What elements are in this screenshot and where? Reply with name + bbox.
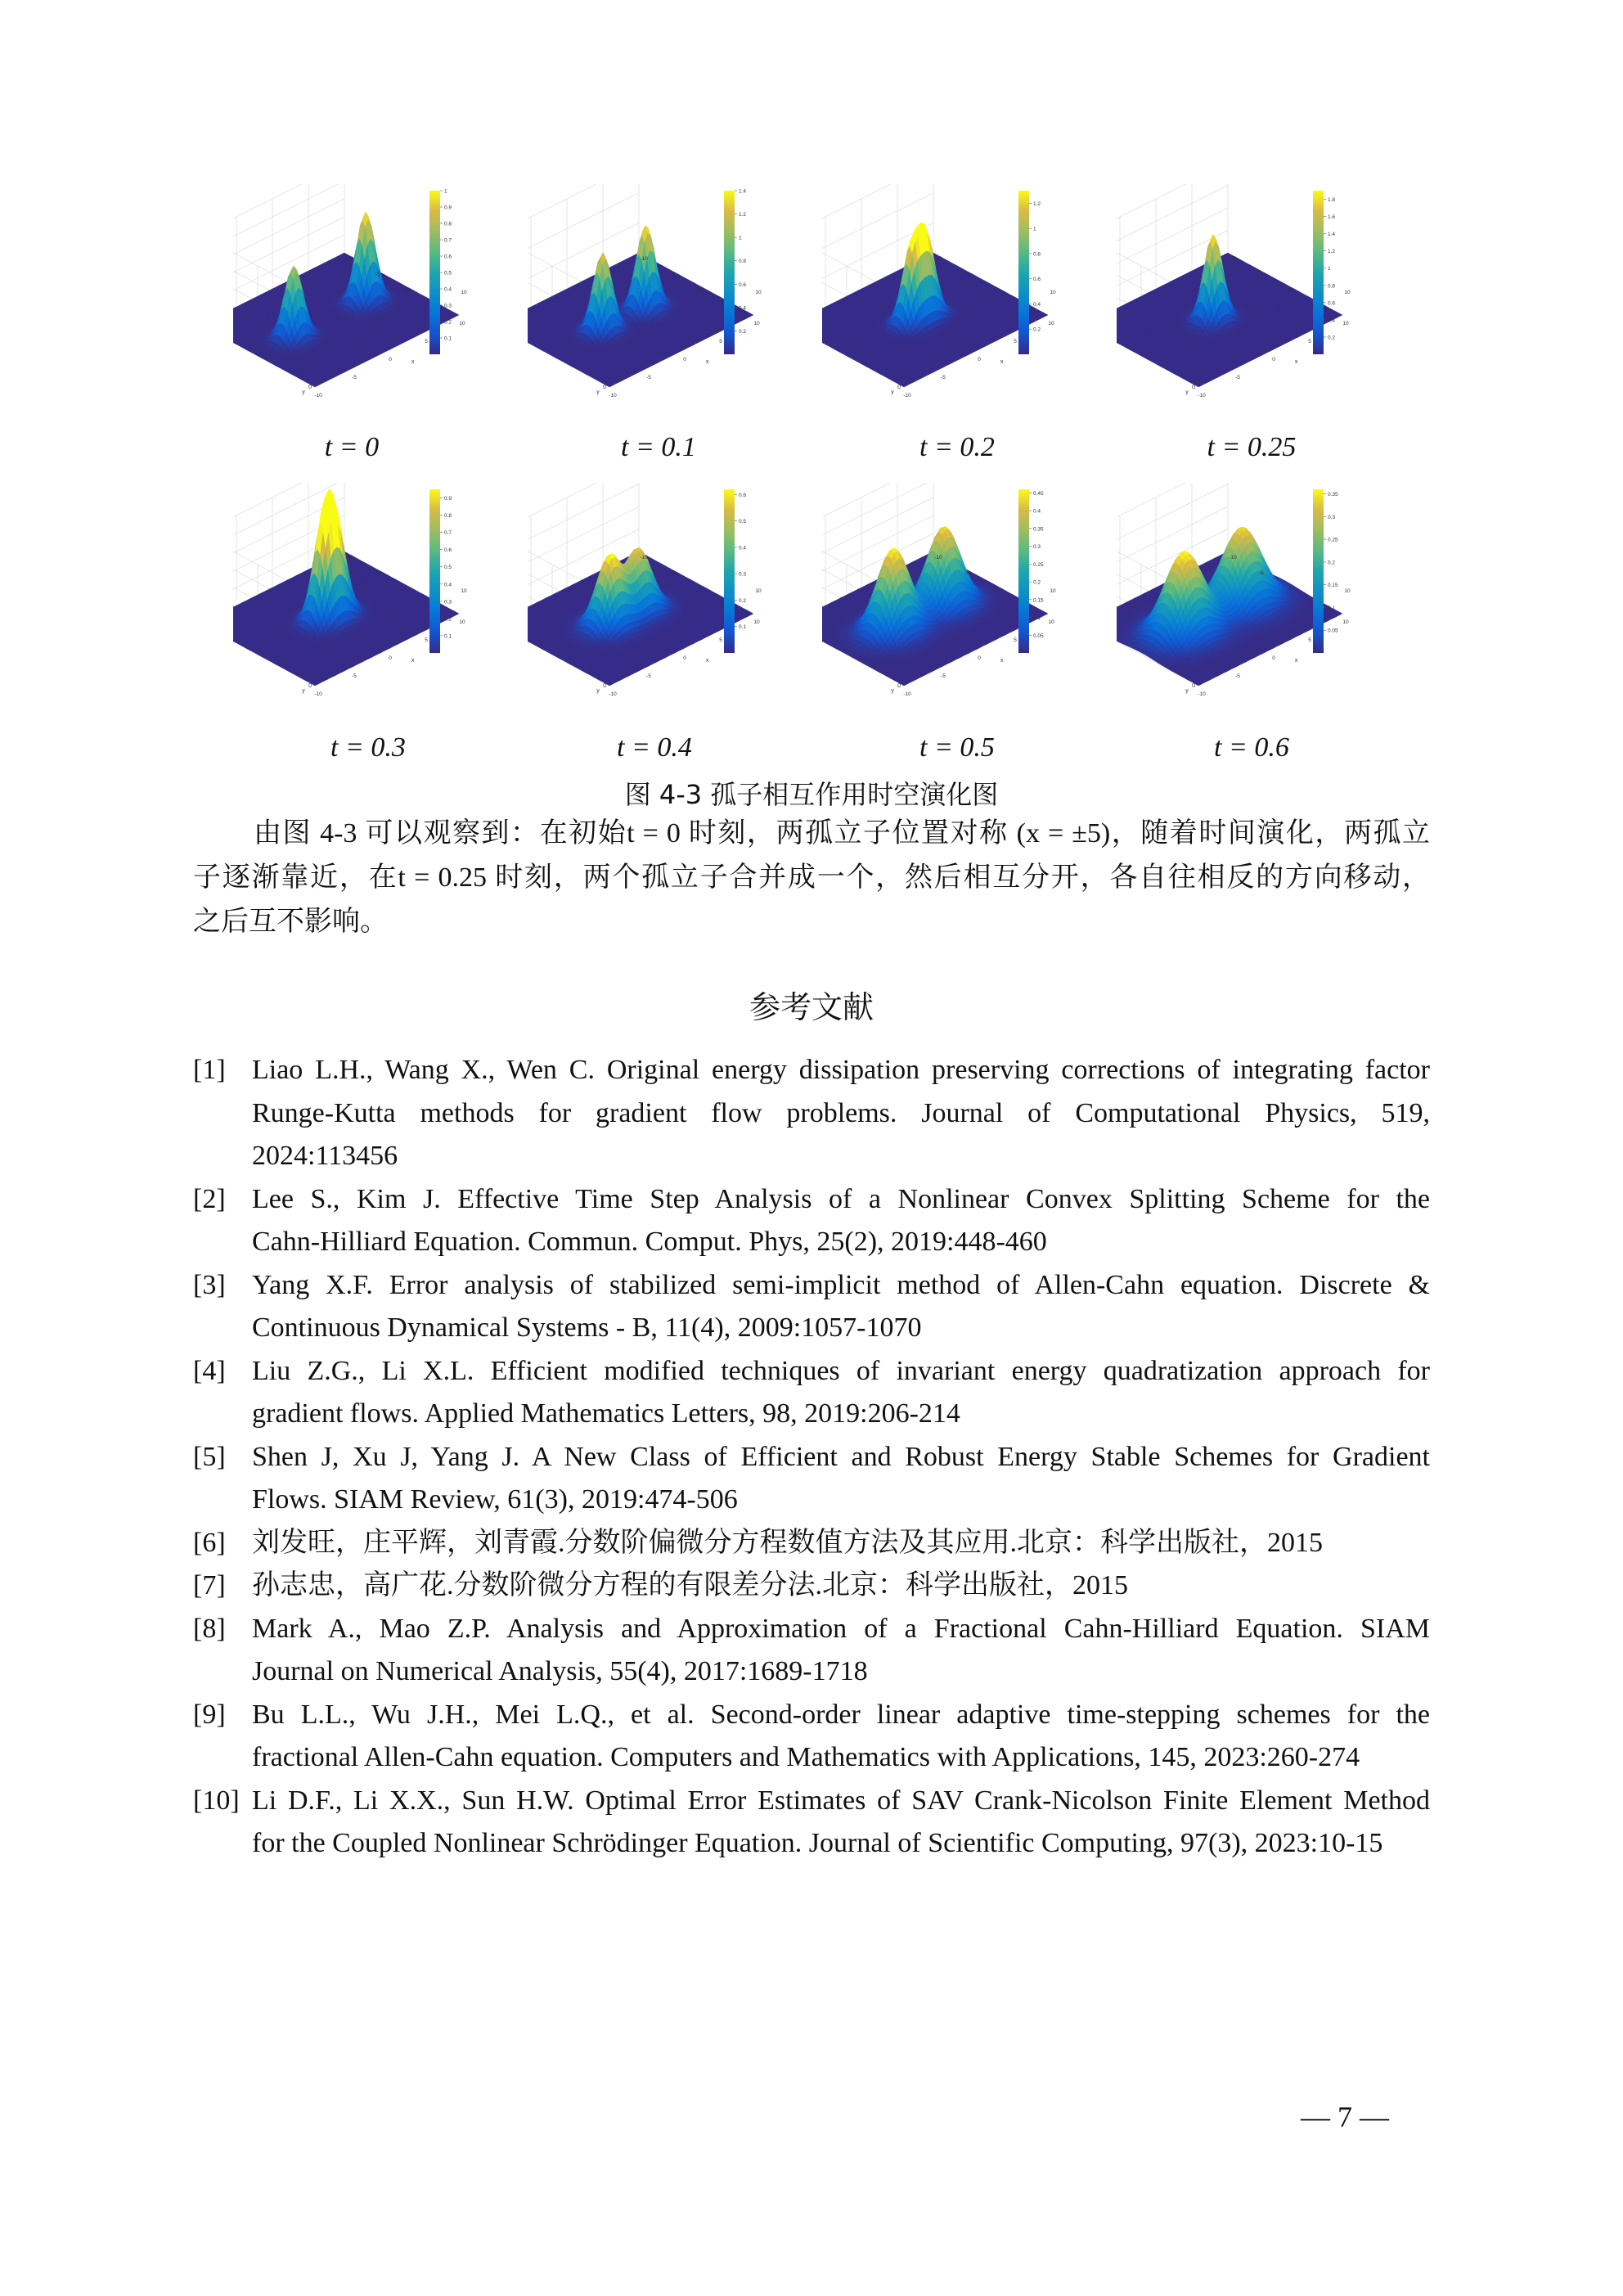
- paragraph-line-3: 之后互不影响。: [193, 907, 388, 937]
- reference-text-line: 2024:113456: [252, 1141, 398, 1171]
- surface-plot-6: [528, 483, 765, 704]
- colorbar-tick-label: 1: [444, 188, 447, 195]
- y-tick-label: -10: [934, 555, 942, 560]
- x-axis-label: x: [411, 359, 415, 366]
- reference-text-line: Liao L.H., Wang X., Wen C. Original energy dissipation preserving corrections of integrating factor: [252, 1055, 1430, 1085]
- reference-item: [193, 1178, 1430, 1264]
- x-tick-label: 5: [1308, 339, 1311, 344]
- colorbar-tick-label: 0.7: [444, 530, 452, 537]
- colorbar-tick-label: 1.4: [1328, 232, 1336, 238]
- colorbar-tick-label: 0.1: [1328, 605, 1336, 611]
- reference-item: [193, 1049, 1430, 1178]
- colorbar-tick-label: 0.2: [1328, 560, 1336, 566]
- reference-text-line: Continuous Dynamical Systems - B, 11(4), 2009:1057-1070: [252, 1312, 922, 1343]
- y-tick-label: -5: [964, 272, 969, 277]
- x-tick-label: -5: [1235, 375, 1240, 380]
- colorbar-tick-label: 0.3: [444, 303, 452, 309]
- time-label-3: t = 0.2: [919, 432, 995, 462]
- x-tick-label: 0: [683, 655, 686, 661]
- colorbar-tick-label: 0.45: [1033, 490, 1044, 497]
- z-tick-label: 0: [897, 385, 901, 390]
- colorbar-tick-label: 1.4: [739, 188, 747, 195]
- reference-item: [193, 1436, 1430, 1522]
- colorbar-tick-label: 0.2: [739, 597, 747, 604]
- x-axis-label: x: [411, 658, 415, 664]
- reference-number: [1]: [193, 1055, 226, 1085]
- y-tick-label: 0: [405, 586, 408, 592]
- colorbar-tick-label: 1.2: [739, 212, 747, 218]
- colorbar: [1018, 489, 1029, 653]
- z-tick-label: 0: [603, 683, 606, 689]
- x-tick-label: 10: [753, 321, 760, 326]
- colorbar-tick-label: 0.9: [444, 496, 452, 502]
- z-tick-label: 0: [897, 683, 901, 689]
- colorbar-tick-label: 0.5: [739, 519, 747, 525]
- x-tick-label: -5: [1235, 673, 1240, 679]
- reference-number: [3]: [193, 1269, 226, 1300]
- colorbar-tick-label: 0.35: [1328, 492, 1338, 498]
- y-tick-label: 0: [405, 287, 408, 293]
- colorbar-tick-label: 0.2: [1328, 335, 1336, 341]
- colorbar-tick-label: 0.4: [444, 582, 452, 588]
- colorbar-tick-label: 0.8: [444, 221, 452, 227]
- colorbar-tick-label: 0.3: [1328, 514, 1336, 520]
- y-tick-label: 10: [1050, 290, 1056, 295]
- reference-number: [8]: [193, 1613, 226, 1644]
- x-tick-label: -10: [903, 393, 911, 398]
- colorbar-tick-label: 0.2: [444, 319, 452, 326]
- colorbar: [724, 489, 735, 653]
- x-tick-label: -5: [352, 673, 357, 679]
- x-tick-label: 0: [978, 655, 981, 661]
- reference-number: [5]: [193, 1441, 226, 1472]
- colorbar-tick-label: 0.2: [444, 616, 452, 623]
- x-tick-label: -5: [646, 375, 651, 380]
- time-label-1: t = 0: [324, 432, 380, 462]
- x-axis-label: x: [705, 359, 709, 366]
- colorbar-tick-label: 0.15: [1328, 583, 1338, 589]
- y-tick-label: 10: [755, 588, 762, 594]
- x-tick-label: -5: [352, 375, 357, 380]
- colorbar-tick-label: 0.3: [444, 599, 452, 606]
- reference-number: [10]: [193, 1785, 240, 1816]
- colorbar-tick-label: 0.8: [444, 513, 452, 520]
- colorbar-tick-label: 1: [1328, 266, 1331, 272]
- y-tick-label: 0: [994, 287, 997, 293]
- x-tick-label: 10: [1048, 321, 1054, 326]
- reference-item: [193, 1780, 1430, 1866]
- y-axis-label: y: [302, 688, 305, 694]
- colorbar-tick-label: 0.6: [1328, 300, 1336, 307]
- colorbar-tick-label: 0.4: [1033, 301, 1041, 308]
- surface-mesh: [822, 527, 1048, 687]
- colorbar-tick-label: 0.4: [739, 545, 747, 551]
- reference-number: [4]: [193, 1355, 226, 1386]
- reference-text-line: Flows. SIAM Review, 61(3), 2019:474-506: [252, 1484, 738, 1515]
- page-number: — 7 —: [1301, 2100, 1389, 2133]
- reference-item: [193, 1608, 1430, 1694]
- y-axis-label: y: [1185, 688, 1189, 694]
- colorbar-tick-label: 0.5: [444, 270, 452, 277]
- colorbar-tick-label: 0.8: [739, 259, 747, 265]
- y-tick-label: -10: [1229, 555, 1237, 560]
- colorbar-tick-label: 0.4: [1033, 508, 1041, 515]
- x-tick-label: 10: [753, 619, 760, 625]
- colorbar: [724, 191, 735, 354]
- x-tick-label: 5: [1308, 637, 1311, 643]
- colorbar-tick-label: 0.8: [1033, 251, 1041, 258]
- surface-plot-2: [528, 184, 765, 405]
- y-tick-label: 10: [1344, 290, 1351, 295]
- x-axis-label: x: [1000, 658, 1004, 664]
- y-tick-label: 10: [755, 290, 762, 295]
- y-tick-label: -5: [1259, 272, 1264, 277]
- colorbar-tick-label: 0.25: [1328, 537, 1338, 543]
- y-tick-label: -5: [375, 272, 380, 277]
- x-tick-label: 0: [389, 357, 392, 362]
- y-tick-label: 0: [1288, 586, 1292, 592]
- colorbar-tick-label: 0.6: [739, 281, 747, 288]
- y-tick-label: 10: [461, 290, 467, 295]
- y-tick-label: -10: [1229, 256, 1237, 262]
- colorbar-tick-label: 1.2: [1328, 249, 1336, 255]
- reference-text-line: Mark A., Mao Z.P. Analysis and Approximation of a Fractional Cahn-Hilliard Equation. SIAM: [252, 1613, 1430, 1644]
- reference-text-line: Lee S., Kim J. Effective Time Step Analysis of a Nonlinear Convex Splitting Scheme for the: [252, 1183, 1430, 1214]
- colorbar: [429, 489, 440, 653]
- colorbar-tick-label: 0.2: [1033, 326, 1041, 333]
- x-tick-label: 5: [719, 637, 722, 643]
- y-tick-label: -10: [640, 256, 648, 262]
- x-tick-label: 5: [425, 339, 428, 344]
- time-label-5: t = 0.3: [330, 732, 406, 763]
- x-axis-label: x: [1294, 658, 1298, 664]
- x-tick-label: -10: [609, 691, 617, 697]
- time-label-6: t = 0.4: [617, 732, 692, 763]
- reference-number: [2]: [193, 1183, 226, 1214]
- y-axis-label: y: [891, 688, 894, 694]
- colorbar-tick-label: 1: [1033, 226, 1036, 232]
- x-tick-label: -10: [1198, 691, 1206, 697]
- x-tick-label: 10: [1342, 321, 1349, 326]
- y-axis-label: y: [302, 389, 305, 395]
- z-tick-label: 0: [308, 385, 312, 390]
- body-paragraph: [193, 812, 1430, 944]
- y-tick-label: -10: [345, 256, 353, 262]
- y-axis-label: y: [891, 389, 894, 395]
- reference-text-line: Cahn-Hilliard Equation. Commun. Comput. Phys, 25(2), 2019:448-460: [252, 1227, 1047, 1257]
- reference-text-line: Liu Z.G., Li X.L. Efficient modified techniques of invariant energy quadratization approach for: [252, 1355, 1430, 1386]
- y-tick-label: 10: [461, 588, 467, 594]
- z-tick-label: 0: [603, 385, 606, 390]
- colorbar-tick-label: 1.6: [1328, 214, 1336, 221]
- x-tick-label: 0: [978, 357, 981, 362]
- x-tick-label: 10: [459, 321, 465, 326]
- x-tick-label: 0: [1272, 357, 1275, 362]
- colorbar: [1313, 489, 1324, 653]
- colorbar-tick-label: 1.8: [1328, 197, 1336, 204]
- surface-plot-8: [1117, 483, 1354, 704]
- colorbar-tick-label: 0.1: [444, 633, 452, 640]
- colorbar-tick-label: 0.4: [739, 305, 747, 312]
- x-tick-label: 5: [1014, 339, 1017, 344]
- colorbar-tick-label: 0.6: [444, 254, 452, 260]
- x-tick-label: 5: [719, 339, 722, 344]
- time-label-8: t = 0.6: [1214, 732, 1289, 763]
- time-label-2: t = 0.1: [621, 432, 696, 462]
- colorbar-tick-label: 0.05: [1328, 628, 1338, 634]
- colorbar-tick-label: 0.5: [444, 565, 452, 571]
- y-tick-label: -5: [964, 570, 969, 576]
- y-tick-label: 10: [1050, 588, 1056, 594]
- reference-text-line: Yang X.F. Error analysis of stabilized semi-implicit method of Allen-Cahn equation. Discrete &: [252, 1269, 1430, 1300]
- figure-caption: 图 4-3 孤子相互作用时空演化图: [624, 779, 999, 810]
- surface-plot-5: [233, 483, 470, 704]
- colorbar-tick-label: 0.1: [1033, 615, 1041, 622]
- colorbar-tick-label: 1.2: [1033, 200, 1041, 207]
- y-tick-label: -5: [670, 272, 675, 277]
- time-label-7: t = 0.5: [919, 732, 995, 763]
- reference-number: [6]: [193, 1527, 226, 1558]
- x-tick-label: 0: [683, 357, 686, 362]
- x-tick-label: -10: [314, 691, 322, 697]
- reference-item: [193, 1564, 1430, 1608]
- colorbar-tick-label: 0.6: [444, 547, 452, 554]
- surface-mesh: [233, 212, 459, 387]
- x-tick-label: -10: [314, 393, 322, 398]
- y-tick-label: 0: [699, 586, 703, 592]
- y-tick-label: 0: [699, 287, 703, 293]
- surface-plot-7: [822, 483, 1059, 704]
- x-tick-label: -5: [646, 673, 651, 679]
- x-tick-label: 0: [1272, 655, 1275, 661]
- reference-number: [9]: [193, 1699, 226, 1730]
- surface-plot-4: [1117, 184, 1354, 405]
- y-tick-label: 0: [994, 586, 997, 592]
- y-tick-label: -5: [1259, 570, 1264, 576]
- x-tick-label: -10: [1198, 393, 1206, 398]
- colorbar: [429, 191, 440, 354]
- paragraph-line-2: 子逐渐靠近，在t = 0.25 时刻，两个孤立子合并成一个，然后相互分开，各自往相反的方向移动，: [193, 862, 1430, 893]
- colorbar-tick-label: 0.6: [1033, 277, 1041, 283]
- z-tick-label: 0: [1192, 683, 1195, 689]
- x-tick-label: -10: [609, 393, 617, 398]
- y-axis-label: y: [596, 389, 600, 395]
- reference-text-line: Bu L.L., Wu J.H., Mei L.Q., et al. Second-order linear adaptive time-stepping schemes for the: [252, 1699, 1430, 1730]
- colorbar-tick-label: 0.1: [739, 624, 747, 631]
- reference-number: [7]: [193, 1570, 226, 1600]
- colorbar-tick-label: 0.7: [444, 237, 452, 244]
- x-tick-label: 5: [425, 637, 428, 643]
- references-heading: 参考文献: [749, 989, 874, 1025]
- x-tick-label: 10: [459, 619, 465, 625]
- reference-item: [193, 1350, 1430, 1436]
- colorbar-tick-label: 0.15: [1033, 597, 1044, 604]
- y-tick-label: -10: [640, 555, 648, 560]
- x-tick-label: -5: [941, 375, 946, 380]
- x-tick-label: -10: [903, 691, 911, 697]
- reference-item: [193, 1264, 1430, 1350]
- colorbar-tick-label: 1: [739, 235, 742, 241]
- colorbar-tick-label: 0.3: [1033, 544, 1041, 551]
- x-tick-label: 10: [1342, 619, 1349, 625]
- colorbar-tick-label: 0.4: [444, 286, 452, 293]
- colorbar: [1018, 191, 1029, 354]
- y-tick-label: -5: [375, 570, 380, 576]
- y-tick-label: 10: [1344, 588, 1351, 594]
- reference-text-line: Runge-Kutta methods for gradient flow problems. Journal of Computational Physics, 519,: [252, 1097, 1430, 1128]
- colorbar-tick-label: 0.4: [1328, 317, 1336, 324]
- reference-text-line: Shen J, Xu J, Yang J. A New Class of Efficient and Robust Energy Stable Schemes for Gradient: [252, 1441, 1430, 1472]
- x-axis-label: x: [1294, 359, 1298, 366]
- x-tick-label: -5: [941, 673, 946, 679]
- time-label-4: t = 0.25: [1207, 432, 1297, 462]
- y-tick-label: 0: [1288, 287, 1292, 293]
- reference-item: [193, 1522, 1430, 1565]
- z-tick-label: 0: [308, 683, 312, 689]
- x-tick-label: 10: [1048, 619, 1054, 625]
- surface-plot-3: [822, 184, 1059, 405]
- reference-text-line: fractional Allen-Cahn equation. Computers and Mathematics with Applications, 145, 2023:260-274: [252, 1742, 1360, 1772]
- colorbar-tick-label: 0.25: [1033, 561, 1044, 568]
- colorbar-tick-label: 0.35: [1033, 526, 1044, 533]
- x-axis-label: x: [705, 658, 709, 664]
- y-tick-label: -10: [934, 256, 942, 262]
- reference-text-line: 孙志忠，高广花.分数阶微分方程的有限差分法.北京：科学出版社，2015: [252, 1570, 1128, 1600]
- surface-mesh: [1117, 527, 1342, 686]
- x-tick-label: 5: [1014, 637, 1017, 643]
- y-tick-label: -5: [670, 570, 675, 576]
- colorbar-tick-label: 0.05: [1033, 633, 1044, 639]
- surface-mesh: [822, 223, 1048, 387]
- reference-text-line: 刘发旺，庄平辉，刘青霞.分数阶偏微分方程数值方法及其应用.北京：科学出版社，2015: [252, 1527, 1323, 1558]
- colorbar-tick-label: 0.3: [739, 571, 747, 578]
- colorbar-tick-label: 0.8: [1328, 283, 1336, 290]
- paragraph-line-1: 由图 4-3 可以观察到：在初始t = 0 时刻，两孤立子位置对称 (x = ±5)，随着时间演化，两孤立: [254, 818, 1430, 849]
- z-tick-label: 0: [1192, 385, 1195, 390]
- colorbar-tick-label: 0.2: [739, 328, 747, 335]
- reference-text-line: Journal on Numerical Analysis, 55(4), 2017:1689-1718: [252, 1656, 868, 1686]
- reference-text-line: for the Coupled Nonlinear Schrödinger Equation. Journal of Scientific Computing, 97(3), 2023:10-15: [252, 1828, 1383, 1858]
- reference-list: [193, 1049, 1430, 1866]
- colorbar-tick-label: 0.2: [1033, 579, 1041, 586]
- colorbar: [1313, 191, 1324, 354]
- reference-text-line: Li D.F., Li X.X., Sun H.W. Optimal Error Estimates of SAV Crank-Nicolson Finite Element Method: [252, 1785, 1430, 1816]
- reference-item: [193, 1694, 1430, 1780]
- x-tick-label: 0: [389, 655, 392, 661]
- surface-plot-1: [233, 184, 470, 405]
- y-axis-label: y: [596, 688, 600, 694]
- surface-mesh: [528, 547, 753, 686]
- surface-mesh: [528, 226, 753, 387]
- reference-text-line: gradient flows. Applied Mathematics Letters, 98, 2019:206-214: [252, 1398, 960, 1429]
- y-axis-label: y: [1185, 389, 1189, 395]
- x-axis-label: x: [1000, 359, 1004, 366]
- y-tick-label: -10: [345, 555, 353, 560]
- colorbar-tick-label: 0.9: [444, 205, 452, 211]
- colorbar-tick-label: 0.1: [444, 335, 452, 342]
- colorbar-tick-label: 0.6: [739, 492, 747, 498]
